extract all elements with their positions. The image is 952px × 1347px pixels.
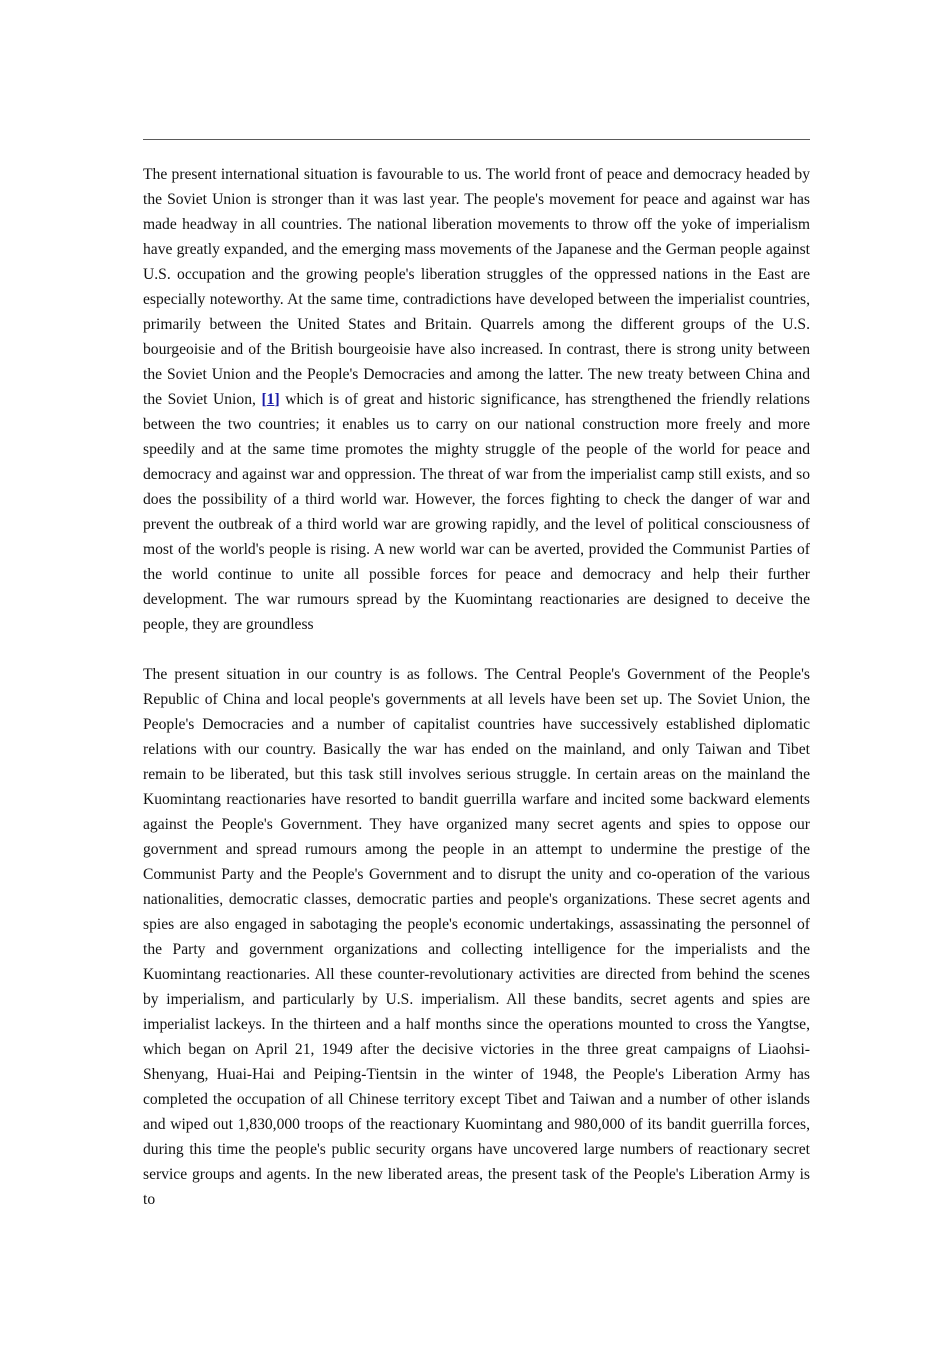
footnote-number: 1 [266,391,275,408]
paragraph-domestic-situation: The present situation in our country is as follows. The Central People's Government of the People's Republic of China and local people's governments at all levels have been set up. The Soviet Union, the People's Democracies and a number of capitalist countries have successively established diplomatic relations with our country. Basically the war has ended on the mainland, and only Taiwan and Tibet remain to be liberated, but this task still involves serious struggle. In certain areas on the mainland the Kuomintang reactionaries have resorted to bandit guerrilla warfare and incited some backward elements against the People's Government. They have organized many secret agents and spies to oppose our government and spread rumours among the people in an attempt to undermine the prestige of the Communist Party and the People's Government and to disrupt the unity and co-operation of the various nationalities, democratic classes, democratic parties and people's organizations. These secret agents and spies are also engaged in sabotaging the people's economic undertakings, assassinating the personnel of the Party and government organizations and collecting intelligence for the imperialists and the Kuomintang reactionaries. All these counter-revolutionary activities are directed from behind the scenes by imperialism, and particularly by U.S. imperialism. All these bandits, secret agents and spies are imperialist lackeys. In the thirteen and a half months since the operations mounted to cross the Yangtse, which began on April 21, 1949 after the decisive victories in the three great campaigns of Liaohsi-Shenyang, Huai-Hai and Peiping-Tientsin in the winter of 1948, the People's Liberation Army has completed the occupation of all Chinese territory except Tibet and Taiwan and a number of other islands and wiped out 1,830,000 troops of the reactionary Kuomintang and 980,000 of its bandit guerrilla forces, during this time the people's public security organs have uncovered large numbers of reactionary secret service groups and agents. In the new liberated areas, the present task of the People's Liberation Army is to [143,666,810,1208]
paragraph-1-text-end: which is of great and historic significance, has strengthened the friendly relations between the two countries; it enables us to carry on our national construction more freely and more speedily and at the same time promotes the mighty struggle of the people of the world for peace and democracy and against war and oppression. The threat of war from the imperialist camp still exists, and so does the possibility of a third world war. However, the forces fighting to check the danger of war and prevent the outbreak of a third world war are growing rapidly, and the level of political consciousness of most of the world's people is rising. A new world war can be averted, provided the Communist Parties of the world continue to unite all possible forces for peace and democracy and help their further development. The war rumours spread by the Kuomintang reactionaries are designed to deceive the people, they are groundless [143,391,810,633]
footnote-bracket-open: [ [261,391,267,408]
footnote-link-1[interactable] [261,391,279,408]
paragraph-international-situation [143,162,810,637]
paragraph-1-text-start: The present international situation is favourable to us. The world front of peace and democracy headed by the Soviet Union is stronger than it was last year. The people's movement for peace and against war has made headway in all countries. The national liberation movements to throw off the yoke of imperialism have greatly expanded, and the emerging mass movements of the Japanese and the German people against U.S. occupation and the growing people's liberation struggles of the oppressed nations in the East are especially noteworthy. At the same time, contradictions have developed between the imperialist countries, primarily between the United States and Britain. Quarrels among the different groups of the U.S. bourgeoisie and of the British bourgeoisie have also increased. In contrast, there is strong unity between the Soviet Union and the People's Democracies and among the latter. The new treaty between China and the Soviet Union, [143,166,810,408]
document-body [143,162,810,1212]
header-rule [143,139,810,140]
footnote-bracket-close: ] [274,391,280,408]
